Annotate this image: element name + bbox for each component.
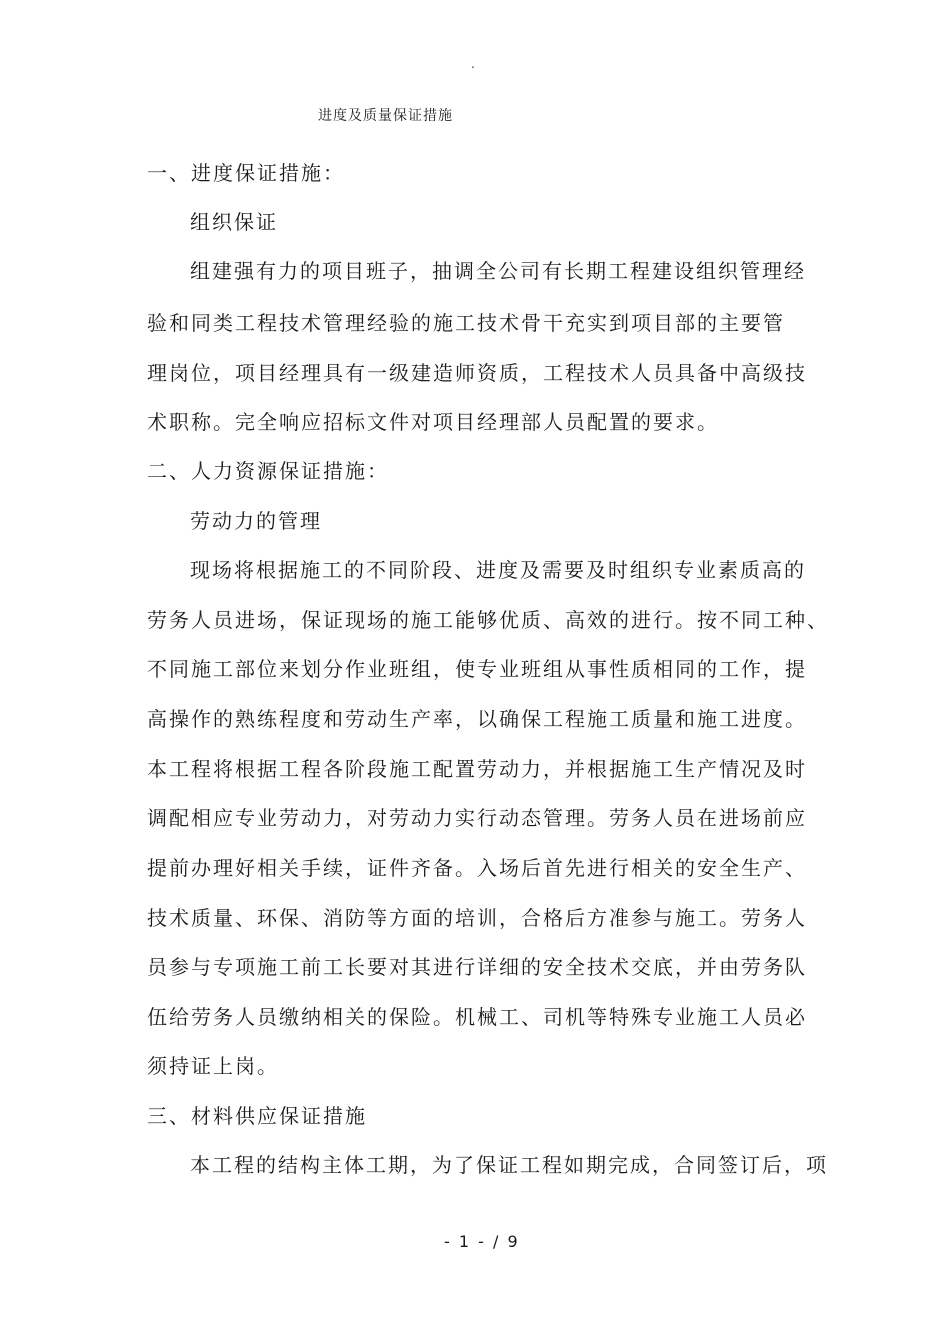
paragraph-line: 本工程的结构主体工期，为了保证工程如期完成，合同签订后，项 <box>190 1153 828 1177</box>
subsection-heading: 劳动力的管理 <box>190 509 322 533</box>
document-title: 进度及质量保证措施 <box>318 108 453 124</box>
header-mark: . <box>471 57 475 71</box>
paragraph-line: 理岗位，项目经理具有一级建造师资质，工程技术人员具备中高级技 <box>147 361 807 385</box>
paragraph-line: 术职称。完全响应招标文件对项目经理部人员配置的要求。 <box>147 410 719 434</box>
paragraph-line: 不同施工部位来划分作业班组，使专业班组从事性质相同的工作，提 <box>147 657 807 681</box>
paragraph-line: 组建强有力的项目班子，抽调全公司有长期工程建设组织管理经 <box>190 259 806 283</box>
section-heading-2: 二、人力资源保证措施： <box>147 459 389 483</box>
paragraph-line: 员参与专项施工前工长要对其进行详细的安全技术交底，并由劳务队 <box>147 955 807 979</box>
paragraph-line: 现场将根据施工的不同阶段、进度及需要及时组织专业素质高的 <box>190 558 806 582</box>
paragraph-line: 劳务人员进场，保证现场的施工能够优质、高效的进行。按不同工种、 <box>147 608 829 632</box>
section-heading-1: 一、进度保证措施： <box>147 161 345 185</box>
paragraph-line: 伍给劳务人员缴纳相关的保险。机械工、司机等特殊专业施工人员必 <box>147 1005 807 1029</box>
paragraph-line: 技术质量、环保、消防等方面的培训，合格后方准参与施工。劳务人 <box>147 906 807 930</box>
paragraph-line: 提前办理好相关手续，证件齐备。入场后首先进行相关的安全生产、 <box>147 856 807 880</box>
paragraph-line: 验和同类工程技术管理经验的施工技术骨干充实到项目部的主要管 <box>147 311 785 335</box>
paragraph-line: 调配相应专业劳动力，对劳动力实行动态管理。劳务人员在进场前应 <box>147 806 807 830</box>
section-heading-3: 三、材料供应保证措施 <box>147 1104 367 1128</box>
paragraph-line: 本工程将根据工程各阶段施工配置劳动力，并根据施工生产情况及时 <box>147 757 807 781</box>
paragraph-line: 须持证上岗。 <box>147 1054 279 1078</box>
subsection-heading: 组织保证 <box>190 210 278 234</box>
page-number: - 1 - / 9 <box>444 1232 520 1251</box>
paragraph-line: 高操作的熟练程度和劳动生产率，以确保工程施工质量和施工进度。 <box>147 707 807 731</box>
